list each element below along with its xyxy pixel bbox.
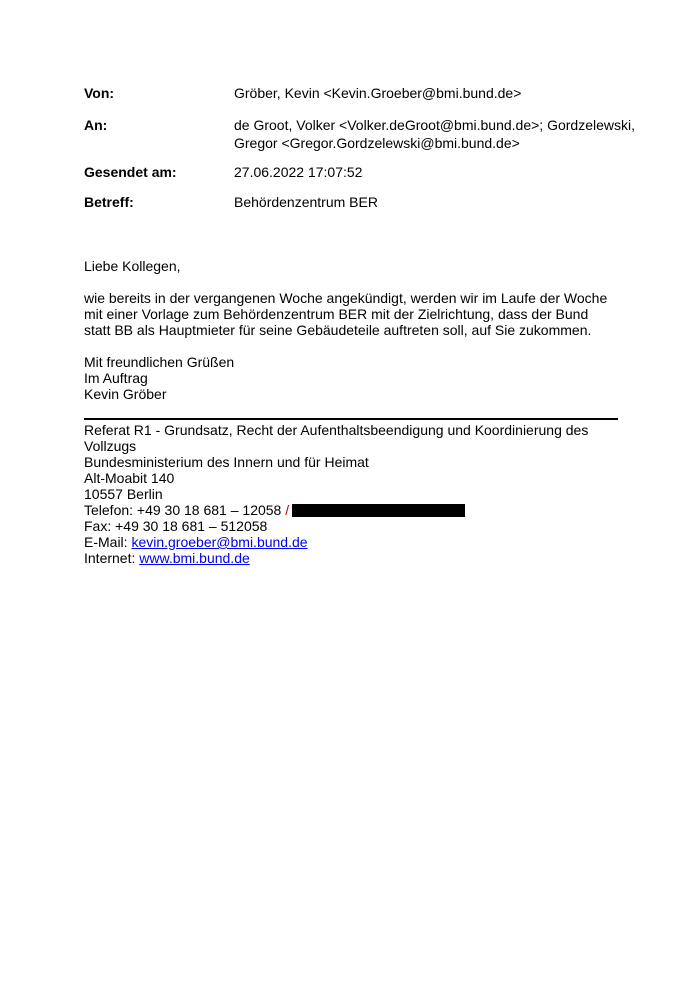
sent-row <box>84 163 664 181</box>
signature-block <box>84 422 624 566</box>
city-address: 10557 Berlin <box>84 486 163 502</box>
on-behalf: Im Auftrag <box>84 370 148 386</box>
paragraph-line-2: mit einer Vorlage zum Behördenzentrum BER mit der Zielrichtung, dass der Bund <box>84 306 589 322</box>
to-value-line-1: de Groot, Volker <Volker.deGroot@bmi.bund.de>; Gordzelewski, <box>234 117 635 133</box>
phone-number: Telefon: +49 30 18 681 – 12058 <box>84 502 282 518</box>
phone-separator: / <box>285 502 290 518</box>
street-address: Alt-Moabit 140 <box>84 470 175 486</box>
sender-name: Kevin Gröber <box>84 386 167 402</box>
from-label: Von: <box>84 85 115 101</box>
internet-label: Internet: <box>84 550 136 566</box>
closing: Mit freundlichen Grüßen <box>84 354 235 370</box>
from-row <box>84 84 664 102</box>
email-line <box>84 534 624 550</box>
subject-row <box>84 193 664 211</box>
from-value: Gröber, Kevin <Kevin.Groeber@bmi.bund.de> <box>234 85 522 101</box>
to-row <box>84 116 664 152</box>
sent-value: 27.06.2022 17:07:52 <box>234 164 363 180</box>
division-line-2: Vollzugs <box>84 438 137 454</box>
to-label: An: <box>84 117 108 133</box>
closing-block <box>84 354 624 402</box>
signature-divider <box>84 418 618 420</box>
to-value-line-2: Gregor <Gregor.Gordzelewski@bmi.bund.de> <box>234 135 520 151</box>
message-paragraph <box>84 290 624 338</box>
paragraph-line-1: wie bereits in der vergangenen Woche angekündigt, werden wir im Laufe der Woche <box>84 290 608 306</box>
division-line-1: Referat R1 - Grundsatz, Recht der Aufenthaltsbeendigung und Koordinierung des <box>84 422 589 438</box>
sent-label: Gesendet am: <box>84 164 177 180</box>
internet-line <box>84 550 624 566</box>
to-value <box>234 116 654 152</box>
subject-value: Behördenzentrum BER <box>234 194 378 210</box>
paragraph-line-3: statt BB als Hauptmieter für seine Gebäudeteile auftreten soll, auf Sie zukommen. <box>84 322 592 338</box>
greeting: Liebe Kollegen, <box>84 258 181 274</box>
email-label: E-Mail: <box>84 534 128 550</box>
fax-line: Fax: +49 30 18 681 – 512058 <box>84 518 268 534</box>
ministry-name: Bundesministerium des Innern und für Heimat <box>84 454 369 470</box>
email-link[interactable]: kevin.groeber@bmi.bund.de <box>131 534 308 550</box>
website-link[interactable]: www.bmi.bund.de <box>139 550 250 566</box>
phone-line <box>84 502 624 518</box>
redaction-block <box>292 504 465 517</box>
subject-label: Betreff: <box>84 194 134 210</box>
